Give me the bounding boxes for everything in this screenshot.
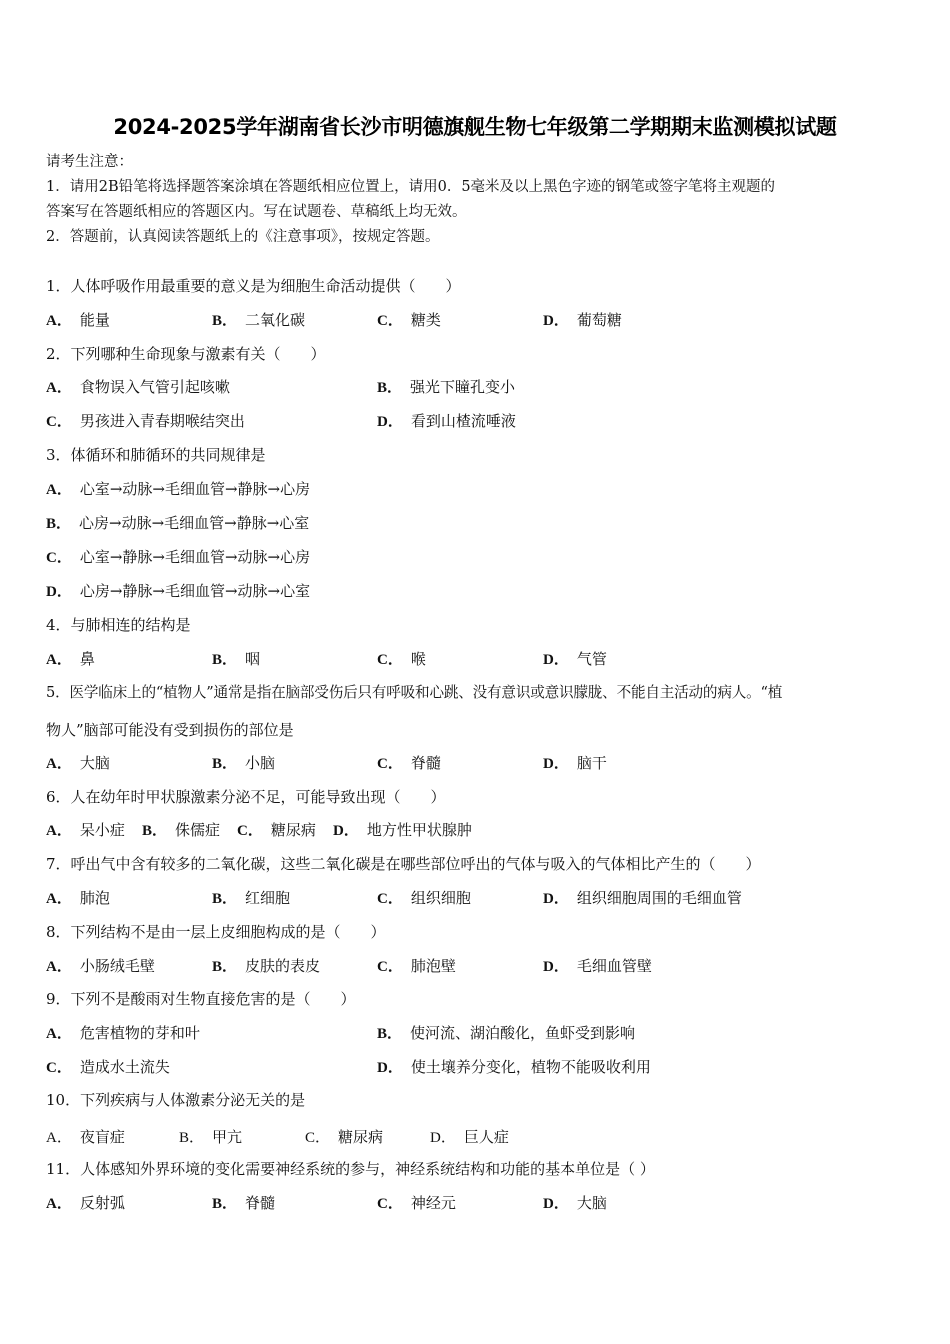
q9-option-c[interactable] [46,1057,170,1078]
option-label: D． [430,1130,456,1146]
q1-option-d[interactable] [543,310,622,331]
option-text: 糖尿病 [270,821,316,839]
q2-option-b[interactable] [377,377,515,398]
option-label: B． [142,823,168,839]
option-text: 呆小症 [79,821,125,839]
option-label: C． [46,414,72,430]
q5-option-b[interactable] [212,753,275,774]
option-text: 脑干 [576,754,607,772]
question-2-stem: 2．下列哪种生命现象与激素有关（ ） [46,345,326,363]
option-label: A． [46,1196,72,1212]
q1-option-b[interactable] [212,310,305,331]
option-text: 大脑 [79,754,110,772]
option-label: A． [46,313,72,329]
option-text: 脊髓 [245,1194,276,1212]
q2-option-c[interactable] [46,411,245,432]
option-text: 心房→动脉→毛细血管→静脉→心室 [79,514,310,532]
notice-line-1: 1．请用2B铅笔将选择题答案涂填在答题纸相应位置上，请用0．5毫米及以上黑色字迹的钢笔或签字笔将主观题的 [46,179,776,195]
option-label: A． [46,1026,72,1042]
option-label: B． [212,756,238,772]
option-text: 使河流、湖泊酸化，鱼虾受到影响 [410,1024,636,1042]
option-label: B． [212,1196,238,1212]
option-label: A． [46,380,72,396]
q5-option-a[interactable] [46,753,110,774]
q6-option-c[interactable] [237,820,316,841]
option-text: 组织细胞 [410,889,471,907]
option-text: 巨人症 [463,1128,509,1146]
option-label: A． [46,823,72,839]
option-text: 鼻 [79,650,95,668]
option-label: B． [212,959,238,975]
option-label: C． [377,959,403,975]
option-label: D． [377,1060,403,1076]
q4-option-d[interactable] [543,649,607,670]
option-text: 咽 [245,650,261,668]
option-label: A． [46,482,72,498]
option-label: B． [212,652,238,668]
q3-option-a[interactable] [46,479,310,500]
option-text: 糖类 [410,311,441,329]
option-text: 气管 [576,650,607,668]
option-label: D． [543,756,569,772]
question-3-stem: 3．体循环和肺循环的共同规律是 [46,446,266,464]
option-label: B． [179,1130,205,1146]
option-label: C． [46,550,72,566]
q5-option-c[interactable] [377,753,441,774]
option-label: C． [305,1130,331,1146]
question-6-stem: 6．人在幼年时甲状腺激素分泌不足，可能导致出现（ ） [46,788,446,806]
option-label: A． [46,756,72,772]
question-9-stem: 9．下列不是酸雨对生物直接危害的是（ ） [46,990,356,1008]
q11-option-d[interactable] [543,1193,607,1214]
option-text: 甲亢 [212,1128,243,1146]
option-text: 侏儒症 [175,821,221,839]
q10-option-d[interactable] [430,1127,509,1148]
q8-option-d[interactable] [543,956,652,977]
option-label: C． [377,652,403,668]
option-text: 心房→静脉→毛细血管→动脉→心室 [79,582,311,600]
q7-option-b[interactable] [212,888,290,909]
q3-option-d[interactable] [46,581,310,602]
option-text: 脊髓 [410,754,441,772]
option-label: D． [377,414,403,430]
question-11-stem: 11．人体感知外界环境的变化需要神经系统的参与，神经系统结构和功能的基本单位是（ ） [46,1160,655,1178]
option-text: 小肠绒毛壁 [79,957,155,975]
option-label: B． [46,516,72,532]
option-text: 红细胞 [245,889,291,907]
option-text: 反射弧 [79,1194,125,1212]
option-text: 危害植物的芽和叶 [79,1024,200,1042]
option-text: 组织细胞周围的毛细血管 [576,889,742,907]
notice-heading: 请考生注意： [46,154,133,170]
q8-option-c[interactable] [377,956,456,977]
q8-option-a[interactable] [46,956,155,977]
q11-option-b[interactable] [212,1193,275,1214]
q11-option-a[interactable] [46,1193,125,1214]
option-text: 心室→动脉→毛细血管→静脉→心房 [79,480,311,498]
q6-option-d[interactable] [333,820,472,841]
q1-option-a[interactable] [46,310,110,331]
q9-option-d[interactable] [377,1057,651,1078]
option-text: 糖尿病 [338,1128,384,1146]
q10-option-c[interactable] [305,1127,383,1148]
option-text: 葡萄糖 [576,311,622,329]
option-label: A． [46,1130,72,1146]
notice-line-2: 2．答题前，认真阅读答题纸上的《注意事项》，按规定答题。 [46,229,440,245]
q7-option-a[interactable] [46,888,110,909]
q9-option-b[interactable] [377,1023,635,1044]
option-label: B． [212,313,238,329]
q2-option-d[interactable] [377,411,516,432]
q6-option-b[interactable] [142,820,220,841]
q4-option-a[interactable] [46,649,95,670]
option-text: 造成水土流失 [79,1058,170,1076]
option-text: 肺泡壁 [410,957,456,975]
option-text: 毛细血管壁 [576,957,652,975]
option-text: 夜盲症 [79,1128,125,1146]
option-label: B． [212,891,238,907]
option-label: D． [543,891,569,907]
option-text: 神经元 [410,1194,456,1212]
question-8-stem: 8．下列结构不是由一层上皮细胞构成的是（ ） [46,923,386,941]
option-text: 食物误入气管引起咳嗽 [79,378,230,396]
q4-option-c[interactable] [377,649,426,670]
q1-option-c[interactable] [377,310,441,331]
q11-option-c[interactable] [377,1193,456,1214]
question-5-stem: 5．医学临床上的“植物人”通常是指在脑部受伤后只有呼吸和心跳、没有意识或意识朦胧、不能自主活动的病人。“植 [46,684,783,701]
q2-option-a[interactable] [46,377,230,398]
option-label: C． [377,1196,403,1212]
option-text: 看到山楂流唾液 [410,412,516,430]
page-title: 2024-2025学年湖南省长沙市明德旗舰生物七年级第二学期期末监测模拟试题 [113,115,837,139]
option-text: 大脑 [576,1194,607,1212]
option-label: D． [333,823,359,839]
q7-option-c[interactable] [377,888,471,909]
option-label: C． [377,313,403,329]
option-label: C． [46,1060,72,1076]
option-label: B． [377,1026,403,1042]
q6-option-a[interactable] [46,820,125,841]
option-label: C． [237,823,263,839]
option-text: 强光下瞳孔变小 [410,378,516,396]
option-label: D． [543,959,569,975]
q3-option-c[interactable] [46,547,310,568]
option-label: D． [543,652,569,668]
q5-option-d[interactable] [543,753,607,774]
question-10-stem: 10．下列疾病与人体激素分泌无关的是 [46,1091,306,1109]
question-5-stem-cont: 物人”脑部可能没有受到损伤的部位是 [46,721,294,739]
option-text: 小脑 [245,754,276,772]
option-label: C． [377,756,403,772]
option-text: 心室→静脉→毛细血管→动脉→心房 [79,548,311,566]
q3-option-b[interactable] [46,513,309,534]
option-text: 能量 [79,311,110,329]
option-label: B． [377,380,403,396]
question-4-stem: 4．与肺相连的结构是 [46,616,191,634]
question-1-stem: 1．人体呼吸作用最重要的意义是为细胞生命活动提供（ ） [46,277,461,295]
q10-option-a[interactable] [46,1127,125,1148]
option-text: 喉 [410,650,426,668]
option-text: 男孩进入青春期喉结突出 [79,412,245,430]
option-label: D． [46,584,72,600]
q7-option-d[interactable] [543,888,742,909]
option-text: 肺泡 [79,889,110,907]
notice-line-1b: 答案写在答题纸相应的答题区内。写在试题卷、草稿纸上均无效。 [46,204,467,220]
q9-option-a[interactable] [46,1023,200,1044]
option-text: 皮肤的表皮 [245,957,321,975]
q4-option-b[interactable] [212,649,260,670]
option-label: A． [46,959,72,975]
option-text: 二氧化碳 [245,311,306,329]
question-7-stem: 7．呼出气中含有较多的二氧化碳，这些二氧化碳是在哪些部位呼出的气体与吸入的气体相比产生的（ ） [46,855,761,873]
option-label: A． [46,891,72,907]
q8-option-b[interactable] [212,956,320,977]
option-text: 地方性甲状腺肿 [366,821,472,839]
option-label: A． [46,652,72,668]
q10-option-b[interactable] [179,1127,242,1148]
option-label: D． [543,1196,569,1212]
option-text: 使土壤养分变化，植物不能吸收利用 [410,1058,651,1076]
option-label: D． [543,313,569,329]
option-label: C． [377,891,403,907]
